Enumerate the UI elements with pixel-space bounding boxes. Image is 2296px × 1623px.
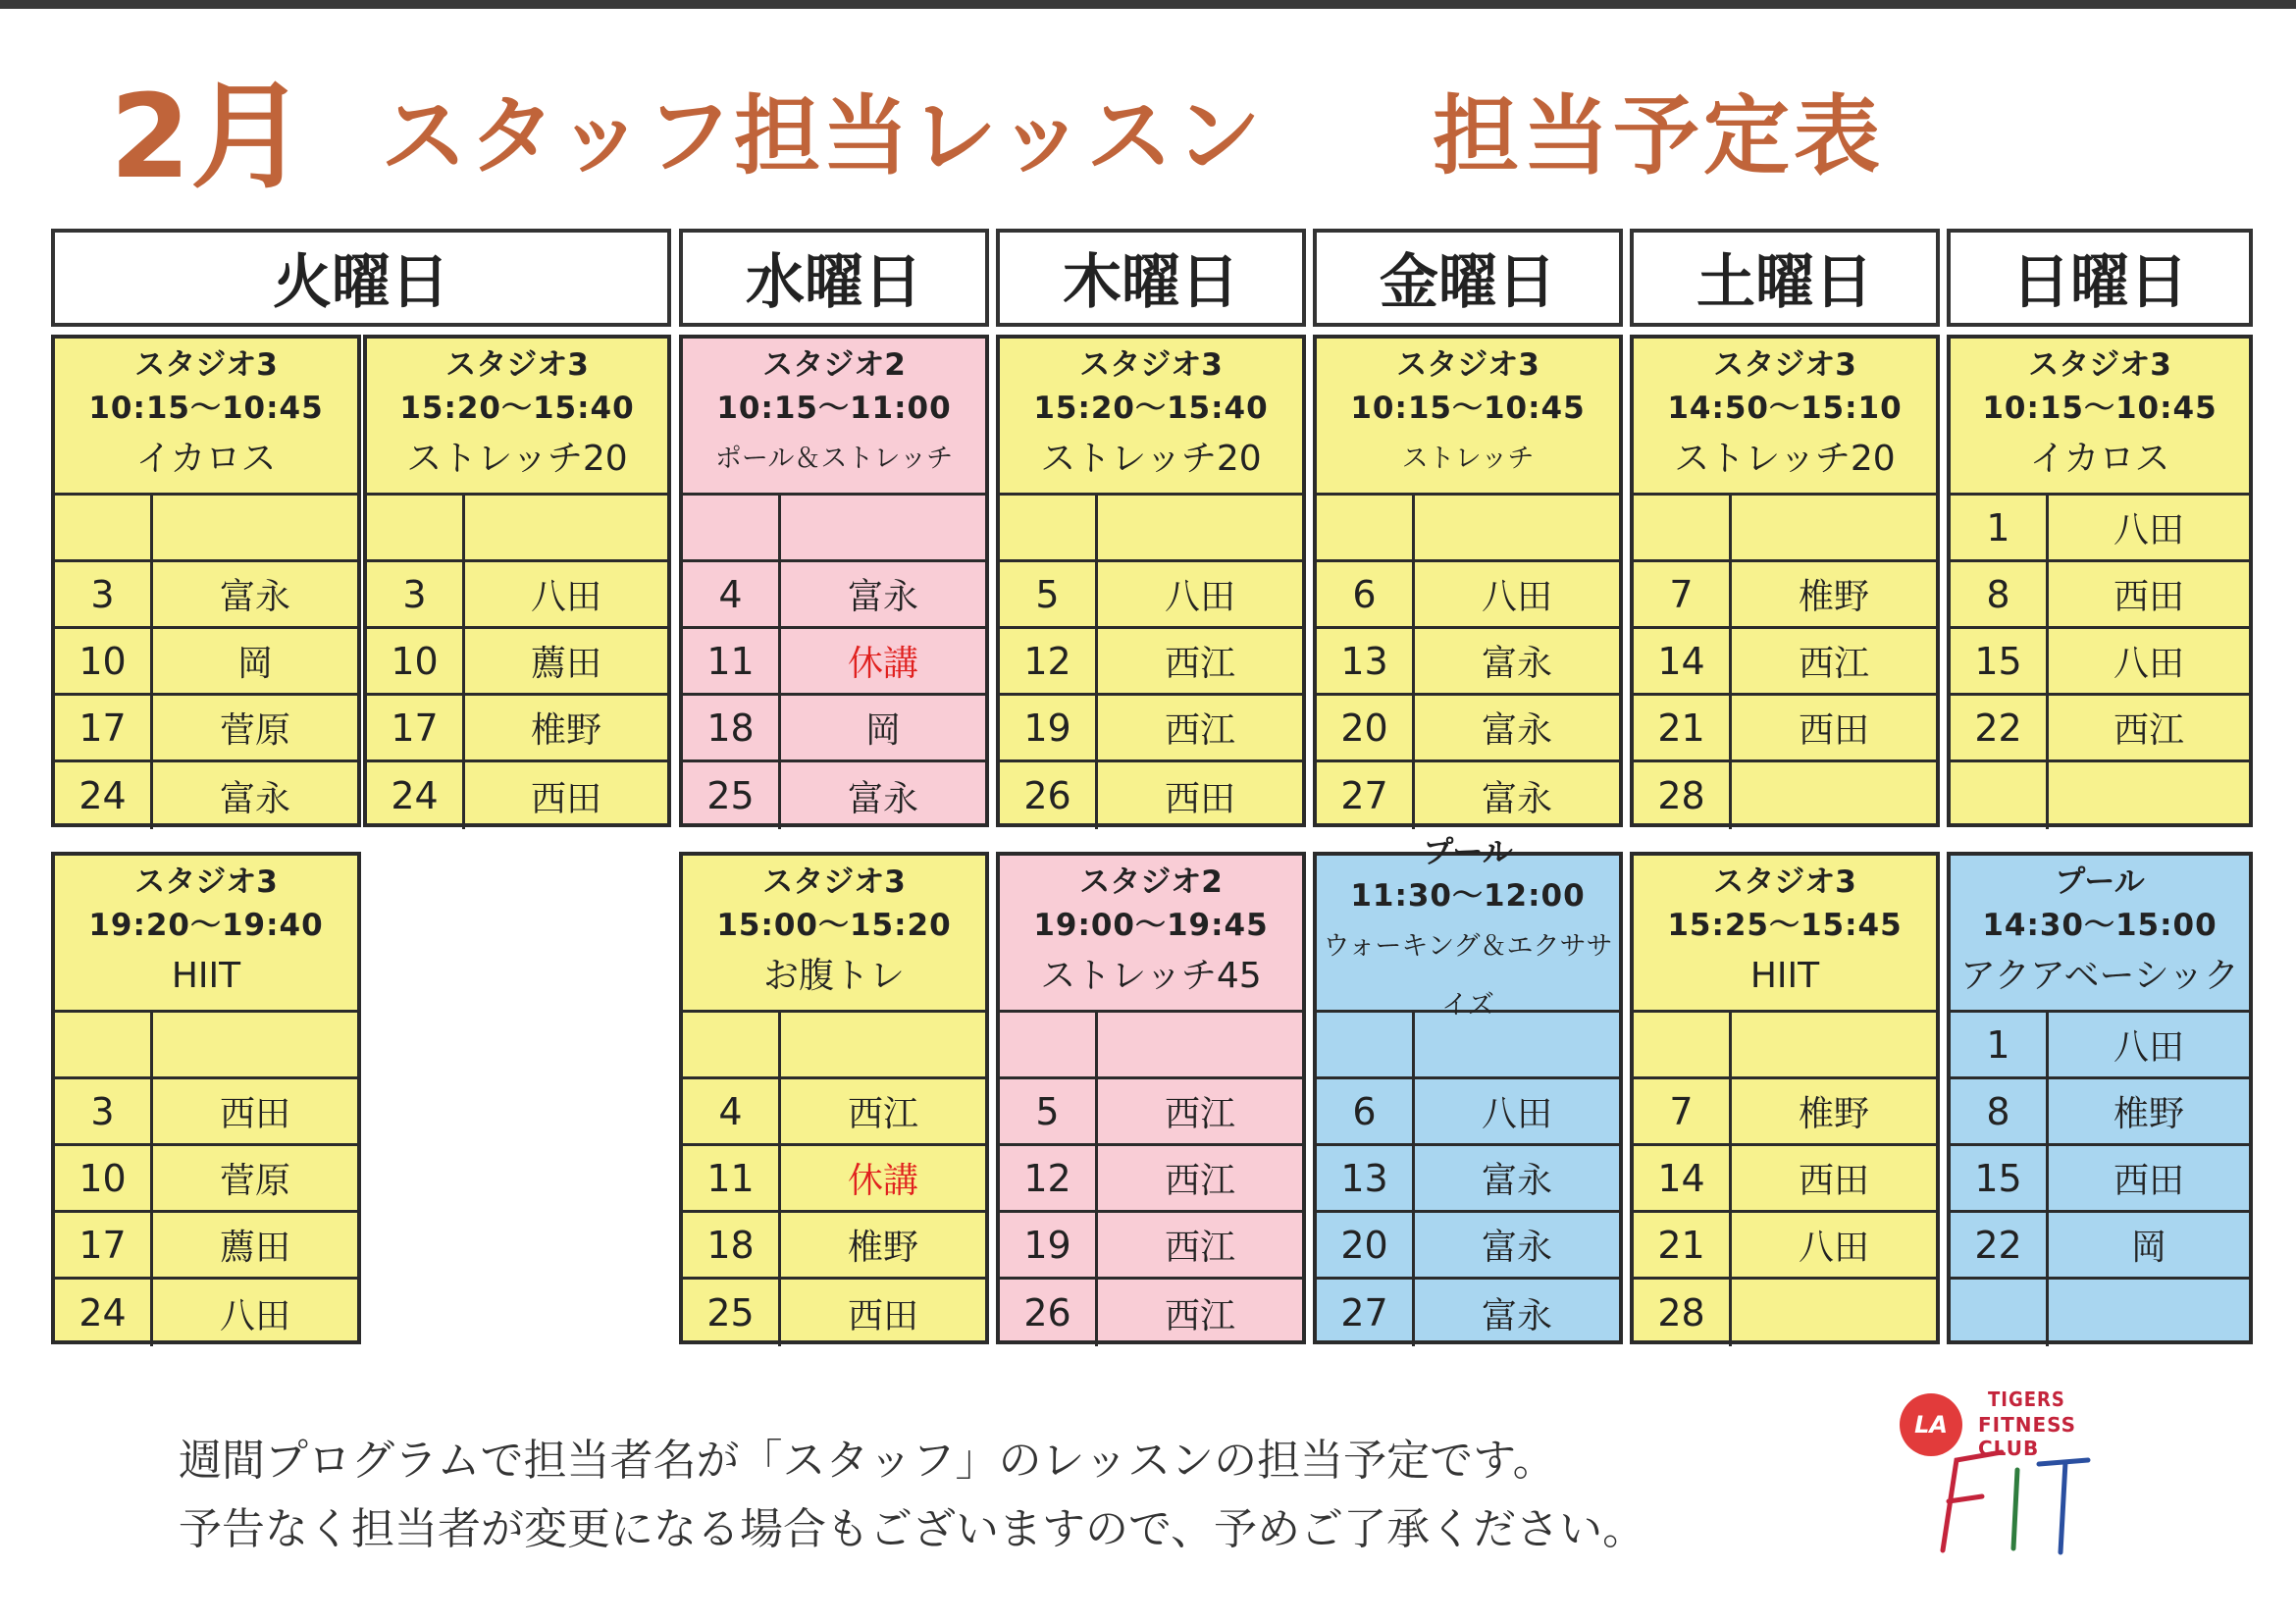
schedule-row [1000, 1079, 1302, 1146]
lesson-header [1634, 339, 1936, 496]
studio-label: スタジオ2 [762, 346, 906, 383]
lesson-name: イカロス [2029, 438, 2170, 479]
staff-cell: 西江 [1164, 644, 1235, 684]
staff-cell [2049, 1280, 2249, 1346]
lesson-name: ストレッチ20 [1674, 438, 1896, 479]
staff-cell: 菅原 [219, 1161, 290, 1201]
staff-cell: 八田 [1481, 577, 1552, 617]
lesson-name: ストレッチ45 [1040, 955, 1262, 996]
staff-cell: 西田 [530, 778, 601, 819]
logo-text-tigers: TIGERS [1988, 1387, 2065, 1411]
studio-label: スタジオ3 [1396, 346, 1539, 383]
cancelled-label: 休講 [847, 644, 918, 684]
lesson-header [55, 856, 357, 1013]
date-cell: 19 [1000, 696, 1098, 759]
staff-cell [465, 496, 667, 559]
date-cell: 22 [1951, 696, 2049, 759]
staff-cell [781, 496, 985, 559]
date-cell: 1 [1951, 496, 2049, 559]
staff-cell [2049, 762, 2249, 829]
date-cell [1634, 496, 1732, 559]
page-subtitle: 担当予定表 [1433, 85, 1885, 186]
schedule-row [1317, 629, 1619, 696]
time-label: 15:00～15:20 [716, 907, 952, 943]
schedule-row [1951, 1280, 2249, 1346]
schedule-row [1951, 1079, 2249, 1146]
schedule-row [55, 629, 357, 696]
footer-note-2: 予告なく担当者が変更になる場合もございますので、予めご了承ください。 [179, 1504, 1646, 1554]
staff-cell: 富永 [847, 778, 918, 819]
schedule-row [683, 562, 985, 629]
schedule-row [55, 1013, 357, 1079]
schedule-row [1634, 1013, 1936, 1079]
day-header-friday: 金曜日 [1313, 229, 1623, 327]
staff-cell: 八田 [530, 577, 601, 617]
staff-cell: 八田 [219, 1295, 290, 1336]
schedule-row [55, 696, 357, 762]
date-cell: 1 [1951, 1013, 2049, 1076]
date-cell: 7 [1634, 1079, 1732, 1143]
date-cell: 24 [55, 1280, 153, 1346]
staff-cell: 西江 [1164, 1094, 1235, 1134]
date-cell: 10 [367, 629, 465, 693]
schedule-row [55, 562, 357, 629]
schedule-row [683, 1213, 985, 1280]
staff-cell: 岡 [864, 710, 901, 751]
date-cell: 28 [1634, 1280, 1732, 1346]
studio-label: スタジオ3 [1713, 346, 1856, 383]
lesson-name: HIIT [1749, 955, 1820, 996]
logo-text-fitness-club: FITNESS CLUB [1978, 1413, 2077, 1460]
lesson-name: アクアベーシック [1959, 955, 2240, 996]
studio-label: スタジオ3 [1079, 346, 1223, 383]
date-cell: 8 [1951, 562, 2049, 626]
schedule-row [1951, 1213, 2249, 1280]
footer-note-1: 週間プログラムで担当者名が「スタッフ」のレッスンの担当予定です。 [179, 1436, 1556, 1486]
staff-cell: 椎野 [530, 710, 601, 751]
lesson-card [996, 852, 1306, 1344]
time-label: 19:00～19:45 [1033, 907, 1269, 943]
lesson-header [683, 339, 985, 496]
schedule-row [1634, 1146, 1936, 1213]
lesson-card [1947, 852, 2253, 1344]
studio-label: プール [1423, 834, 1513, 870]
lesson-header [1000, 856, 1302, 1013]
staff-cell: 西田 [2113, 1161, 2184, 1201]
studio-label: スタジオ3 [445, 346, 589, 383]
club-logo [1894, 1374, 2119, 1560]
schedule-row [1000, 1280, 1302, 1346]
schedule-row [1634, 629, 1936, 696]
time-label: 10:15～10:45 [1350, 390, 1586, 426]
day-header-sunday: 日曜日 [1947, 229, 2253, 327]
time-label: 11:30～12:00 [1350, 877, 1586, 914]
date-cell: 6 [1317, 1079, 1415, 1143]
date-cell: 4 [683, 562, 781, 626]
top-border [0, 0, 2296, 9]
date-cell: 4 [683, 1079, 781, 1143]
lesson-name: ウォーキング＆エクササイズ [1323, 930, 1613, 1021]
lesson-name: お腹トレ [762, 955, 905, 996]
schedule-row [683, 762, 985, 829]
lesson-name: ストレッチ [1401, 443, 1535, 474]
date-cell: 25 [683, 762, 781, 829]
page-title: スタッフ担当レッスン [381, 85, 1264, 186]
lesson-card [1313, 335, 1623, 827]
time-label: 19:20～19:40 [88, 907, 324, 943]
lesson-card [679, 335, 989, 827]
schedule-row [1634, 562, 1936, 629]
date-cell: 8 [1951, 1079, 2049, 1143]
date-cell: 10 [55, 629, 153, 693]
studio-label: スタジオ3 [762, 864, 906, 900]
schedule-row [1634, 1280, 1936, 1346]
staff-cell: 西田 [219, 1094, 290, 1134]
staff-cell: 八田 [2113, 510, 2184, 550]
lesson-name: ストレッチ20 [406, 438, 628, 479]
schedule-row [1000, 562, 1302, 629]
day-header-saturday: 土曜日 [1630, 229, 1940, 327]
staff-cell [1415, 1013, 1619, 1076]
date-cell: 5 [1000, 562, 1098, 626]
schedule-row [1317, 562, 1619, 629]
logo-circle: LA [1900, 1393, 1962, 1456]
lesson-header [55, 339, 357, 496]
staff-cell: 椎野 [1798, 577, 1869, 617]
date-cell: 13 [1317, 1146, 1415, 1210]
staff-cell [1732, 496, 1936, 559]
time-label: 14:50～15:10 [1667, 390, 1903, 426]
date-cell: 12 [1000, 629, 1098, 693]
staff-cell [153, 496, 357, 559]
time-label: 15:25～15:45 [1667, 907, 1903, 943]
schedule-row [55, 762, 357, 829]
schedule-row [367, 496, 667, 562]
date-cell: 5 [1000, 1079, 1098, 1143]
date-cell [55, 496, 153, 559]
schedule-row [55, 1079, 357, 1146]
schedule-row [1000, 1146, 1302, 1213]
staff-cell: 椎野 [1798, 1094, 1869, 1134]
time-label: 15:20～15:40 [399, 390, 635, 426]
staff-cell [781, 1013, 985, 1076]
lesson-card [1947, 335, 2253, 827]
staff-cell: 西江 [1164, 1295, 1235, 1336]
studio-label: プール [2055, 864, 2145, 900]
studio-label: スタジオ3 [134, 864, 278, 900]
date-cell: 13 [1317, 629, 1415, 693]
lesson-card [1313, 834, 1623, 1344]
date-cell: 12 [1000, 1146, 1098, 1210]
staff-cell [1732, 762, 1936, 829]
lesson-header [1951, 856, 2249, 1013]
staff-cell [153, 1013, 357, 1076]
date-cell [1951, 762, 2049, 829]
lesson-card [51, 852, 361, 1344]
date-cell [1634, 1013, 1732, 1076]
schedule-row [55, 496, 357, 562]
date-cell: 18 [683, 1213, 781, 1277]
date-cell: 17 [55, 696, 153, 759]
studio-label: スタジオ2 [1079, 864, 1223, 900]
time-label: 10:15～10:45 [88, 390, 324, 426]
schedule-row [1000, 762, 1302, 829]
time-label: 10:15～10:45 [1982, 390, 2218, 426]
schedule-row [683, 496, 985, 562]
date-cell [1000, 1013, 1098, 1076]
staff-cell: 富永 [1481, 644, 1552, 684]
lesson-card [1630, 852, 1940, 1344]
staff-cell: 菅原 [219, 710, 290, 751]
date-cell: 26 [1000, 1280, 1098, 1346]
date-cell: 15 [1951, 629, 2049, 693]
schedule-row [1317, 496, 1619, 562]
schedule-row [1317, 1079, 1619, 1146]
date-cell [1951, 1280, 2049, 1346]
lesson-header [367, 339, 667, 496]
schedule-row [1951, 1013, 2249, 1079]
schedule-row [1000, 629, 1302, 696]
schedule-row [1951, 696, 2249, 762]
staff-cell: 八田 [1164, 577, 1235, 617]
date-cell: 3 [55, 1079, 153, 1143]
date-cell [1000, 496, 1098, 559]
schedule-row [1317, 1280, 1619, 1346]
lesson-card [996, 335, 1306, 827]
date-cell: 6 [1317, 562, 1415, 626]
date-cell: 11 [683, 1146, 781, 1210]
schedule-row [1317, 1146, 1619, 1213]
lesson-header [1951, 339, 2249, 496]
lesson-header [1000, 339, 1302, 496]
schedule-row [683, 1280, 985, 1346]
schedule-row [1951, 1146, 2249, 1213]
schedule-row [367, 629, 667, 696]
time-label: 15:20～15:40 [1033, 390, 1269, 426]
lesson-name: ポール＆ストレッチ [714, 443, 954, 474]
date-cell: 24 [55, 762, 153, 829]
staff-cell [1098, 1013, 1302, 1076]
staff-cell: 西江 [2113, 710, 2184, 751]
lesson-card [1630, 335, 1940, 827]
staff-cell: 西江 [1164, 1161, 1235, 1201]
time-label: 14:30～15:00 [1982, 907, 2218, 943]
date-cell: 17 [367, 696, 465, 759]
date-cell: 11 [683, 629, 781, 693]
date-cell: 14 [1634, 1146, 1732, 1210]
lesson-card [679, 852, 989, 1344]
staff-cell: 八田 [2113, 644, 2184, 684]
schedule-row [367, 562, 667, 629]
lesson-header [683, 856, 985, 1013]
staff-cell: 八田 [1481, 1094, 1552, 1134]
studio-label: スタジオ3 [2028, 346, 2171, 383]
schedule-row [1000, 1213, 1302, 1280]
date-cell: 14 [1634, 629, 1732, 693]
lesson-card [363, 335, 671, 827]
staff-cell [1098, 496, 1302, 559]
date-cell [683, 1013, 781, 1076]
schedule-row [1000, 496, 1302, 562]
staff-cell: 西江 [847, 1094, 918, 1134]
schedule-row [1634, 696, 1936, 762]
day-header-thursday: 木曜日 [996, 229, 1306, 327]
schedule-row [1634, 496, 1936, 562]
schedule-row [1951, 762, 2249, 829]
schedule-row [1317, 696, 1619, 762]
staff-cell: 富永 [219, 778, 290, 819]
date-cell: 20 [1317, 696, 1415, 759]
studio-label: スタジオ3 [1713, 864, 1856, 900]
staff-cell [1415, 496, 1619, 559]
staff-cell: 八田 [2113, 1027, 2184, 1068]
cancelled-label: 休講 [847, 1161, 918, 1201]
staff-cell: 岡 [2130, 1228, 2166, 1268]
schedule-row [1000, 696, 1302, 762]
date-cell: 17 [55, 1213, 153, 1277]
date-cell: 15 [1951, 1146, 2049, 1210]
lesson-name: HIIT [171, 955, 241, 996]
date-cell: 10 [55, 1146, 153, 1210]
staff-cell: 西江 [1164, 1228, 1235, 1268]
schedule-row [1951, 496, 2249, 562]
staff-cell: 岡 [236, 644, 273, 684]
date-cell [1317, 496, 1415, 559]
schedule-row [1317, 1213, 1619, 1280]
date-cell: 21 [1634, 1213, 1732, 1277]
staff-cell: 富永 [1481, 1228, 1552, 1268]
date-cell: 21 [1634, 696, 1732, 759]
staff-cell: 西田 [2113, 577, 2184, 617]
date-cell: 25 [683, 1280, 781, 1346]
date-cell: 20 [1317, 1213, 1415, 1277]
schedule-row [683, 1079, 985, 1146]
lesson-card [51, 335, 361, 827]
date-cell: 19 [1000, 1213, 1098, 1277]
staff-cell: 西田 [847, 1295, 918, 1336]
staff-cell: 薦田 [219, 1228, 290, 1268]
time-label: 10:15～11:00 [716, 390, 952, 426]
staff-cell: 西江 [1798, 644, 1869, 684]
lesson-header [1317, 834, 1619, 1021]
staff-cell: 西田 [1164, 778, 1235, 819]
staff-cell [1732, 1013, 1936, 1076]
schedule-row [1317, 762, 1619, 829]
day-header-wednesday: 水曜日 [679, 229, 989, 327]
schedule-row [683, 1146, 985, 1213]
schedule-row [1634, 762, 1936, 829]
staff-cell: 富永 [1481, 778, 1552, 819]
date-cell: 27 [1317, 762, 1415, 829]
logo-fit-mark [1923, 1442, 2110, 1560]
staff-cell: 西田 [1798, 1161, 1869, 1201]
schedule-row [1317, 1013, 1619, 1079]
date-cell [683, 496, 781, 559]
date-cell: 26 [1000, 762, 1098, 829]
lesson-header [1317, 339, 1619, 496]
staff-cell: 富永 [1481, 1161, 1552, 1201]
staff-cell: 富永 [1481, 710, 1552, 751]
date-cell: 28 [1634, 762, 1732, 829]
date-cell: 3 [367, 562, 465, 626]
date-cell [55, 1013, 153, 1076]
staff-cell: 富永 [219, 577, 290, 617]
schedule-row [1000, 1013, 1302, 1079]
date-cell: 3 [55, 562, 153, 626]
studio-label: スタジオ3 [134, 346, 278, 383]
lesson-name: ストレッチ20 [1040, 438, 1262, 479]
staff-cell: 富永 [1481, 1295, 1552, 1336]
staff-cell: 薦田 [530, 644, 601, 684]
staff-cell [1732, 1280, 1936, 1346]
schedule-row [1634, 1079, 1936, 1146]
staff-cell: 椎野 [847, 1228, 918, 1268]
schedule-row [55, 1280, 357, 1346]
schedule-row [683, 696, 985, 762]
staff-cell: 西江 [1164, 710, 1235, 751]
date-cell: 27 [1317, 1280, 1415, 1346]
month-title: 2月 [110, 69, 307, 204]
schedule-row [1951, 562, 2249, 629]
schedule-row [1951, 629, 2249, 696]
date-cell: 24 [367, 762, 465, 829]
lesson-header [1634, 856, 1936, 1013]
date-cell: 7 [1634, 562, 1732, 626]
staff-cell: 西田 [1798, 710, 1869, 751]
schedule-row [367, 762, 667, 829]
schedule-row [683, 1013, 985, 1079]
day-header-tuesday: 火曜日 [51, 229, 671, 327]
schedule-row [1634, 1213, 1936, 1280]
date-cell: 22 [1951, 1213, 2049, 1277]
date-cell [1317, 1013, 1415, 1076]
lesson-name: イカロス [135, 438, 277, 479]
schedule-row [683, 629, 985, 696]
staff-cell: 椎野 [2113, 1094, 2184, 1134]
schedule-row [367, 696, 667, 762]
staff-cell: 八田 [1798, 1228, 1869, 1268]
schedule-row [55, 1146, 357, 1213]
date-cell [367, 496, 465, 559]
staff-cell: 富永 [847, 577, 918, 617]
schedule-row [55, 1213, 357, 1280]
date-cell: 18 [683, 696, 781, 759]
